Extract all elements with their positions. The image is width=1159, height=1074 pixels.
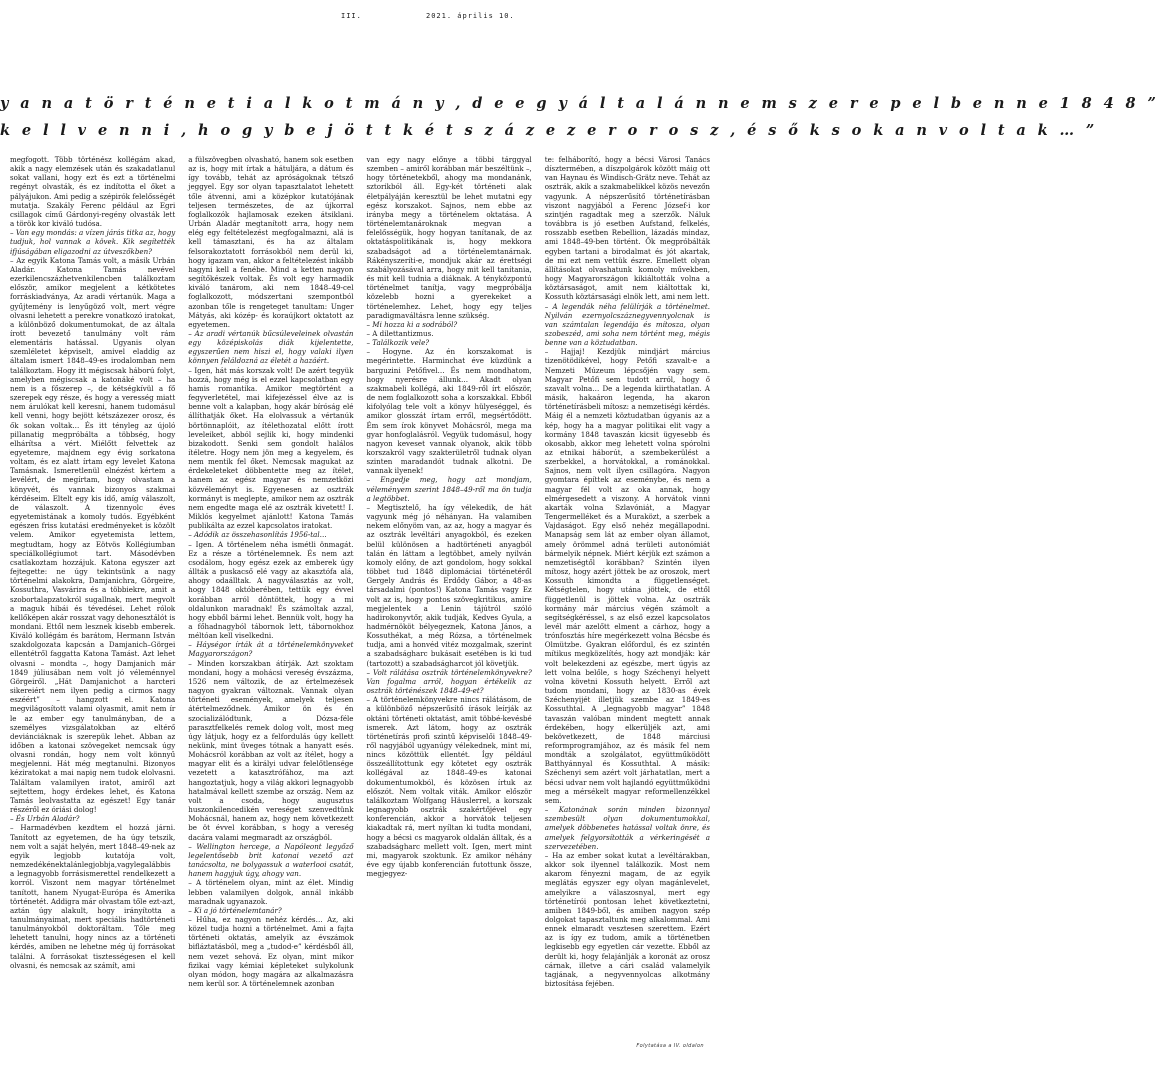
body-paragraph: – A történelem olyan, mint az élet. Mindig lebben valamilyen dolgok, annál inkább maradnak ugyanazok.: [188, 878, 354, 906]
interview-question: – A legendák néha felülírják a történelmet. Nyilván ezernyolcszáznegyvennyolcnak is van számtalan legendája és mítosza, olyan szobeszéd, ami soha nem történt meg, mégis benne van a köztudatban.: [544, 301, 710, 348]
body-paragraph: – Minden korszakban átírják. Azt szoktam mondani, hogy a mohácsi vereség évszázma, 1526 nem változik, de az értelmezések nagyon gyakran változnak. Vannak olyan történeti események, amelyek teljesen átértelmeződnek. Amikor ön és én szocializálódtunk, a Dózsa-féle parasztfelkelés remek dolog volt, most meg úgy látjuk, hogy ez a felfordulás úgy kellett nekünk, mint üveges tótnak a hanyatt esés. Mohácsról korábban az volt az ítélet, hogy a magyar elit és a királyi udvar felelőtlensége vezetett a katasztrófához, ma azt hangoztatjuk, hogy a világ akkori legnagyobb hatalmával kellett szembe az ország. Nem az volt a csoda, hogy augusztus huszonkilencedikén vereséget szenvedtünk Mohácsnál, hanem az, hogy nem következett be öt évvel korábban, s hogy a vereség dacára valami megmaradt az országból.: [188, 658, 354, 842]
interview-question: – Az aradi vértanúk bűcsúleveleinek olvastán egy középiskolás diák kijelentette, egyszerűen nem hiszi el, hogy valaki ilyen könnyen feláldozná az életét a hazáért.: [188, 328, 354, 366]
article-column: [10, 155, 175, 1045]
body-paragraph: te: felháborító, hogy a bécsi Városi Tanács dísztermében, a díszpolgárok között máig ott van Haynau és Windisch-Grätz neve. Tehát az osztrák, akik a szakmabelikkel közös nevezőn vagyunk. A népszerűsítő történetírásban viszont nagyjából a Ferenc József-i kor szintjén ragadtak meg a szerzők. Náluk továbbra is jó esetben Aufstand, felkelés, rosszabb esetben Rebellion, lázadás mindaz, ami 1848–49-ben történt. Ők megpróbálták egyben tartani a birodalmat és jót akartak, de mi ezt nem vettük észre. Emellett olyan állításokat olvashatunk komoly művekben, hogy Magyarországon kikiáltották volna a köztársaságot, amit nem kiáltottak ki, Kossuth köztársasági elnök lett, ami nem lett.: [544, 155, 710, 302]
issue-date: 2021. április 10.: [426, 12, 515, 20]
article-column: [188, 155, 353, 1045]
body-paragraph: – A történelemkönyvekre nincs rálátásom, de a különböző népszerűsítő írások leírják az oktáni történeti oktatást, amit többé-kevésbé ismerek. Azt látom, hogy az osztrák történetírás profi szintű képviselői 1848–49-ről nagyjából ugyanúgy vélekednek, mint mi, nincs közöttük ellentét. Így például összeállítottunk egy kötetet egy osztrák kollégával az 1848–49-es katonai dokumentumokból, és közösen írtuk az előszót. Nem voltak viták. Amikor először találkoztam Wolfgang Häuslerrel, a korszak legnagyobb osztrák szakértőjével egy konferencián, akkor a horvátok teljesen kiakadtak rá, mert nyíltan ki tudta mondani, hogy a bécsi cs magyarok oldalán álltak, és a szabadságharc mellett volt. Igen, mert mint mi, magyarok szoktunk. Ez amikor néhány éve egy újabb konferencián futottunk össze, megjegyez-: [366, 695, 532, 879]
article-column: [367, 155, 532, 1045]
body-paragraph: megfogott. Több történész kollégám akad, akik a nagy elemzések után és szakadatlanul sokat vallani, hogy ezt és ezt a történelmi regényt olvasták, és ez indította el őket a pályájukon. Ami pedig a szépirók felelősségét mutatja. Szakály Ferenc például az Egri csillagok című Gárdonyi-regény olvasták lett a török kor kiváló tudósa.: [10, 155, 176, 229]
headline: [0, 90, 1159, 144]
interview-question: – Mi hozza ki a sodrából?: [366, 319, 458, 329]
page-header: [0, 0, 720, 40]
body-paragraph: – Hogyne. Az én korszakomat is megérintette. Harminchat éve küzdünk a barguzini Petőfivel… És nem mondhatom, hogy nyerésre állunk… Akadt olyan szakmabeli kollégá, aki 1849-ről írt először, de nem foglalkozott soha a korszakkal. Ebből kifolyólag tele volt a könyv hülyeséggel, és amikor glosszát írtam erről, megsértődött. Ém sem írok könyvet Mohácsról, mega ma gyar honfoglalásról. Vegyük tudomásul, hogy nagyon keveset vannak olyanok, akik több korszakról vagy szakterületről tudnak olyan szinten maradandót tudnak alkotni. De vannak ilyenek!: [366, 347, 532, 476]
continuation-note: Folytatása a IV. oldalon: [636, 1043, 704, 1049]
article-columns: [10, 155, 710, 1045]
interview-question: – És Urbán Aladár?: [10, 814, 80, 824]
interview-question: – Ki a jó történelemtanár?: [188, 905, 282, 915]
body-paragraph: – Harmadévben kezdtem el hozzá járni. Tanított az egyetemen, de ha úgy tetszik, nem volt a saját helyén, mert 1848–49-nek az egyik legjobb kutatója volt, nemzedékénektalánlegjobbja,vagylegalábbis a legnagyobb forrásismerettel rendelkezett a korról. Viszont nem magyar történelmet tanított, hanem Nyugat-Európa és Amerika történetét. Addigra már olvastam tőle ezt-azt, aztán úgy alakult, hogy irányította a tanulmányaimat, mert speciális hadtörténeti tanulmányokból doktoráltam. Tőle meg lehetett tanulni, hogy nincs az a történeti kérdés, amiben ne lehetne még új forrásokat találni. A forrásokat tisztességesen el kell olvasni, és nemcsak az számít, ami: [10, 823, 176, 970]
article-column: [545, 155, 710, 1045]
body-paragraph: – Az egyik Katona Tamás volt, a másik Urbán Aladár. Katona Tamás nevével ezerkilencszázhetvenkilencben találkoztam először, amikor megjelent a kétkötetes forráskiadványa, Az aradi vértanúk. Maga a gyűjtemény is lenyűgöző volt, mert végre olvasni lehetett a perekre vonatkozó iratokat, a különböző dokumentumokat, de az általa írott bevezető tanulmány volt rám elementáris hatással. Ugyanis olyan szemléletet képviselt, amivel eladdig az általam ismert 1848–49-es irodalomban nem találkoztam. Hogy itt mégiscsak háború folyt, amelyben mégiscsak a katonáké volt – ha nem is a főszerep –, de kétségkívül a fő szerepek egy része, és hogy a veresség miatt nem árulókat kell keresni, hanem tudomásul kell venni, hogy bejött kétszázezer orosz, és ők sokan voltak… És itt tényleg az újoló pillanatig megpróbálta a többség, hogy elhárítsa a vért. Miélőtt felvettek az egyetemre, majdnem egy évig sorkatona voltam, és ez alatt írtam egy levelet Katona Tamásnak. Ismeretlenül elnézést kértem a levélért, de megírtam, hogy olvastam a könyvét, és vannak bizonyos szakmai kérdéseim. Eltelt egy kis idő, amíg válaszolt, de válaszolt. A tizennyolc éves egyetemistának a komoly tudós. Egyébként egészen friss kutatási eredményeket is közölt velem. Amikor egyetemista lettem, megtudtam, hogy az Eötvös Kollégiumban speciálkollégiumot tart. Másodévben csatlakoztam hozzájuk. Katona egyszer azt fejtegette: ne úgy tekintsünk a nagy történelmi alakokra, Damjanichra, Görgeire, Kossuthra, Vasvárira és a többiekre, amit a szobortalapzatokról sugallnak, mert megvolt a maguk hibái és tévedései. Lehet rólok kellőképen akár rosszat vagy dehonesztálót is mondani. Ettől nem lesznek kisebb emberek. Kiváló kollégám és barátom, Hermann István szakdolgozata kapcsán a Damjanich–Görgei ellentétről faggatta Katona Tamást. Azt lehet olvasni – mondta –, hogy Damjanich már 1849 júliusában nem volt jó véleménnyel Görgeiről. „Hát Damjanichot a harcteri sikereiért nem ilyen pedig a cirmos nagy eszéért” – hangzott el. Katona megvilágosított valami olyasmit, amit nem ír le az ember egy tanulmányban, de a személyes vizsgálatokban az eltérő deviánciáknak is szerepük lehet. Abban az időben a katonai szövegeket nemcsak úgy olvasni rondán, hogy nem volt könnyű megjelenni. Hát még megtanulni. Bizonyos kéziratokat a mai napig nem tudok elolvasni. Találtam valamilyen iratot, amiről azt sejtettem, hogy érdekes lehet, és Katona Tamás leolvastatta az egészet! Egy tanár részéről ez óriási dolog!: [10, 255, 176, 815]
body-paragraph: van egy nagy előnye a többi tárggyal szemben – amiről korábban már beszéltünk –, hogy történetekből, ahogy ma mondanánk, sztorikból áll. Egy-két történeti alak életpályáján keresztül be lehet mutatni egy egész korszakot. Sajnos, nem ebbe az irányba megy a történelem oktatása. A történelemtanároknak megvan a felelősségük, hogy hogyan tanítanak, de az oktatáspolitikának is, hogy mekkora szabadságot ad a történelemtanárnak. Rákényszeríti-e, mondjuk akár az érettségi szabályozásával arra, hogy mit kell tanítania, és mit kell tudnia a diáknak. A tényközpontú történelmet tanítja, vagy megpróbálja közelebb hozni a gyerekeket a történelemhez. Lehet, hogy egy teljes paradigmaváltásra lenne szükség.: [366, 155, 532, 320]
interview-question: – Van egy mondás: a vízen járás titka az, hogy tudjuk, hol vannak a kövek. Kik segítették ifjúságában eligazodni az útveszőkben?: [10, 228, 176, 256]
body-paragraph: – Ha az ember sokat kutat a levéltárakban, akkor sok ilyennel találkozik. Most nem akarom fényezni magam, de az egyik meglátás egyszer egy olyan magánlevelet, amelyikre a válaszosnyal, mert egy történetírói pontosan lehet következtetni, amiben 1849-ből, és amiben nagyon szép dolgokat tapasztaltunk meg alkalommal. Ami ennek elmaradt vesztesen szerettem. Ezért az is így ez tudom, amik a történetben legkisebb egy egyetlen cár vezette. Ebből az derült ki, hogy felajánlják a koronát az orosz cárnak, illetve a cári család valamelyik tagjának, a negyvennyolcas alkotmány biztosítása fejében.: [544, 850, 710, 989]
body-paragraph: – Igen, hát más korszak volt! De azért tegyük hozzá, hogy még is el ezzel kapcsolatban egy hamis romantika. Amikor megtörtént a fegyverletétel, mai kifejezéssel élve az is benne volt a kalapban, hogy akár bíróság elé állíthatják őket. Ha elolvassuk a vértanúk börtönnaplóit, az ítélethozatal előtt írott leveleiket, abból sejlik ki, hogy mindenki bizakodott. Senki sem gondolt halálos ítéletre. Hogy nem jön meg a kegyelem, és nem mentik fel őket. Nemcsak magukat az érdekeleteket döbbentette meg az ítélet, hanem az egész magyar és nemzetközi közvéleményt is. Egyenesen az osztrák kormányt is meglepte, amikor nem az osztrák nem engedte maga elé az osztrák kivetett! I. Miklós kegyelmet ajánlott! Katona Tamás publikálta az ezzel kapcsolatos iratokat.: [188, 365, 354, 531]
page-number: III.: [341, 12, 362, 20]
interview-question: – Engedje meg, hogy azt mondjam, véleményem szerint 1848–49-ről ma ön tudja a legtöbbet.: [366, 475, 532, 503]
interview-question: – Találkozik vele?: [366, 338, 430, 348]
interview-question: – Adódik az összehasonlítás 1956-tal…: [188, 530, 327, 540]
body-paragraph: – Igen. A történelem néha ismétli önmagát. Ez a része a történelemnek. És nem azt csodálom, hogy egész ezek az emberek úgy állták a puskacső elé vagy az akasztófa alá, ahogy odaálltak. A nagyválasztás az volt, hogy 1848 októberében, tettük egy évvel korábban arról döntöttek, hogy a mi oldalunkon maradnak! És számoltak azzal, hogy ebből bármi lehet. Bennük volt, hogy ha a főhadnagyból tábornok lett, tábornokhoz méltóan kell viselkedni.: [188, 539, 354, 641]
body-paragraph: a fülszövegben olvasható, hanem sok esetben az is, hogy mit írtak a hátuljára, a dátum és így tovább, tehát az apróságoknak tétsző jeggyel. Egy sor olyan tapasztalatot lehetett tőle átvenni, ami a középkor kutatójának teljesen természetes, de az újkorral foglalkozók hajlamosak ezeken átsiklani. Urbán Aladár megtanított arra, hogy nem elég egy feltételezést megfogalmazni, alá is kell támasztani, és ha az általam felsorakoztatott forrásokból nem derül ki, hogy igazam van, akkor a feltételezést inkább hagyni kell a fenébe. Mind a ketten nagyon segítőkészek voltak. És volt egy harmadik kiváló tanárom, aki nem 1848–49-cel foglalkozott, módszertani szempontból azonban tőle is rengeteget tanultam: Unger Mátyás, aki kózép- és koraújkort oktatott az egyetemen.: [188, 155, 354, 329]
body-paragraph: – Hajjaj! Kezdjük mindjárt március tizenötödikével, hogy Petőfi szavalt-e a Nemzeti Múzeum lépcsőjén vagy sem. Magyar Petőfi sem tudott arról, hogy ő szavalt volna… De a legenda kiirthatatlan. A másik, hakaáron legenda, ha akaron történetírásbeli mítosz: a nemzetiségi kérdés. Máig él a nemzeti köztudatban úgyanis az a kép, hogy ha a magyar politikai elit vagy a kormány 1848 tavaszán kicsit ügyesebb és okosabb, akkor meg lehetett volna spórolni az etnikai háborút, a szembekerülést a szerbekkel, a horvátokkal, a románokkal. Sajnos, nem volt ilyen csillagóra. Nagyon gyomtara építtek az eseménybe, és nem a magyar fél volt az oka annak, hogy elmérgesedett a viszony. A horvátok vinni akarták volna Szlavóniát, a Magyar Tengermelléket és a Muraközt, a szerbek a Vajdaságot. Egy első nehéz megállapodni. Manapság sem lát az ember olyan államot, amely örömmel adná területi autonómiát bármelyik népnek. Miért kérjük ezt számon a nemzetiségtől korábban? Szintén ilyen mítosz, hogy azért jöttek be az oroszok, mert Kossuth kimondta a függetlenséget. Kétségtelen, hogy utána jöttek, de ettől függetlenül is jöttek volna. Az osztrák kormány már március végén számolt a segítségkéréssel, s az első ezzel kapcsolatos levél már azelőtt elment a cárhoz, hogy a trónfosztás híre megérkezett volna Bécsbe és Olmützbe. Gyakran előfordul, és ez szintén mítikus megközelítés, hogy azt mondják: kár volt belekezdeni az egészbe, mert úgyis az lett volna belőle, s hogy Széchenyi helyett volna követni Kossuth helyett. Erről azt tudom mondani, hogy az 1830-as évek Széchenyijét illetjük szembe az 1849-es Kossuthtal. A „legnagyobb magyar” 1848 tavaszán valóban mindent megtett annak érdekében, hogy elkerüljék azt, ami bekövetkezett, de 1848 márciusi reformprogramjához, az és másik fel nem mondták a szolgálatot, együttműködött Batthyánnyal és Kossuthtal. A másik: Széchenyi sem azért volt járhatatlan, mert a bécsi udvar nem volt hajlandó együttműködni meg a mérsékelt magyar reformellenzékkel sem.: [544, 347, 710, 805]
body-paragraph: – Hűha, ez nagyon nehéz kérdés… Az, aki közel tudja hozni a történelmet. Ami a fajta történeti oktatás, amelyik az évszámok bifláztatásból, meg a „tudod-e” kérdésből áll, nem vezet sehová. Ez olyan, mint mikor fizikai vagy kémiai képleteket sulykolunk olyan módon, hogy magára az alkalmazásra nem kerül sor. A történelemnek azonban: [188, 914, 354, 989]
interview-question: – Háységor írták át a történelemkönyveket Magyarországon?: [188, 640, 354, 659]
interview-question: – Katonának során minden bizonnyal szembesült olyan dokumentumokkal, amelyek döbbenetes hatással voltak önre, és amelyek felgyorsították a vérkeringését a szervezetében.: [544, 805, 710, 851]
body-paragraph: – A dilettantizmus.: [366, 328, 434, 338]
headline-line-2: k e l l v e n n i , h o g y b e j ö t t k é t s z á z e z e r o r o s z , é s ő k s o k a n v o l t a k … ”: [0, 122, 1098, 139]
interview-question: – Wellington hercege, a Napóleont legyőző legelentősebb brit katonai vezető azt tanácsolta, ne bolygassuk a waterlooi csatát, hanem hagyjuk úgy, ahogy van.: [188, 841, 354, 879]
body-paragraph: – Megtisztelő, ha így vélekedik, de hát vagyunk még jó néhányan. Ha valamiben nekem előnyöm van, az az, hogy a magyar és az osztrák levéltári anyagokból, és ezeken belül különösen a hadtörténeti anyagból talán én láttam a legtöbbet, amely nyilván komoly előny, de azt gondolom, hogy sokkal többet tud 1848 diplomáciai történetéről Gergely András és Erdődy Gábor, a 48-as társadalmi (pontos!) Katona Tamás vagy Ez volt az is, hogy pontos szövegkritikus, amire megjelentek a Lenin tájútról szóló hadirokonyvtőr, akik tudják, Kedves Gyula, a hadmérnököt bélyegeznek, Katona János, a Kossuthékat, a még Rózsa, a történelmek tudja, ami a honvéd vitéz mozgalmak, szerint a szabadságharc bukásait esetében is ki tud (tartozott) a szabadságharcot jól követjük.: [366, 502, 532, 668]
headline-line-1: y a n a t ö r t é n e t i a l k o t m á n y , d e e g y á l t a l á n n e m s z e r e p e l b e n n e 1 8 4 8 ”: [0, 95, 1159, 112]
interview-question: – Volt rálátása osztrák történelemkönyvekre? Van fogalma arról, hogyan értékelik az osztrák történészek 1848–49-et?: [366, 667, 532, 696]
